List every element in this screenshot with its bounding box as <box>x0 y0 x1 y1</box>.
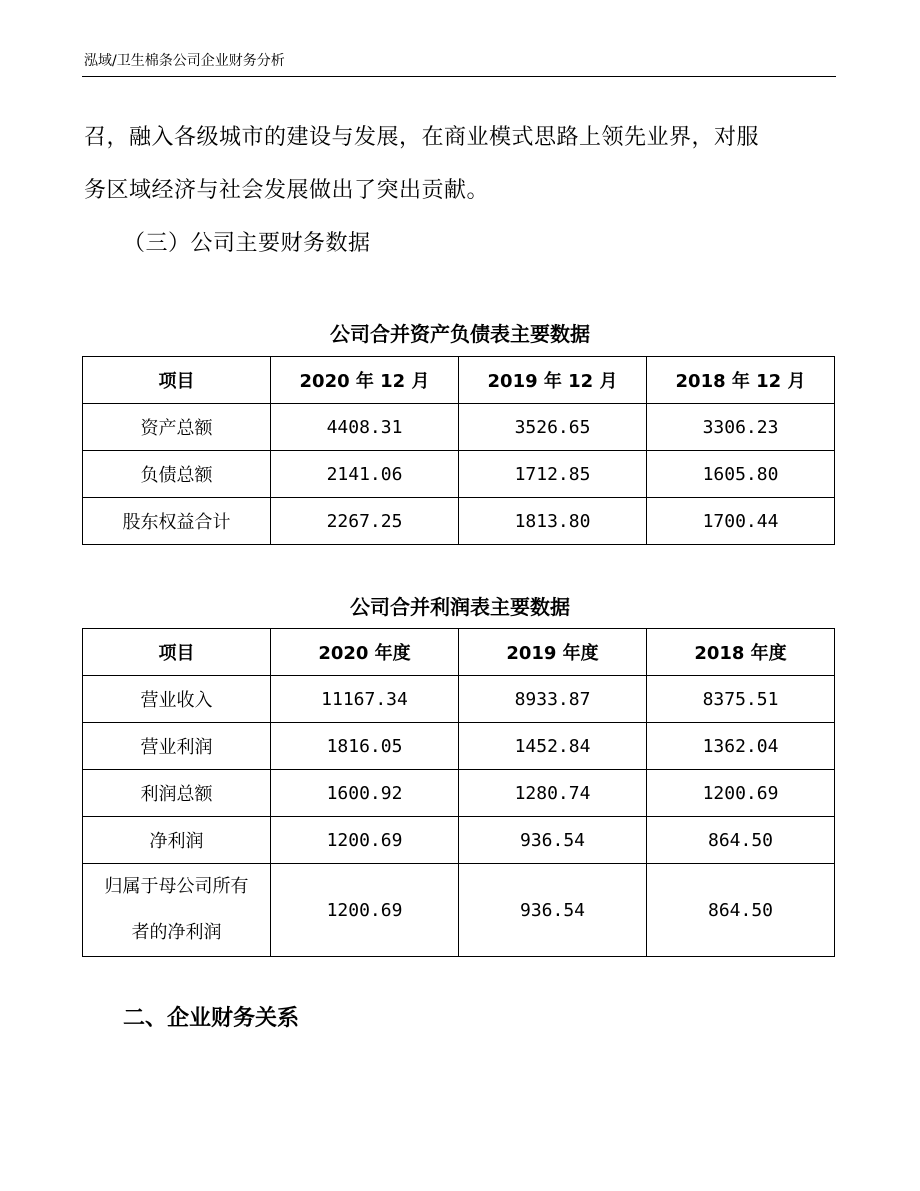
table-cell: 4408.31 <box>271 404 459 451</box>
row-label <box>83 864 271 957</box>
table-cell: 936.54 <box>459 817 647 864</box>
row-label: 负债总额 <box>83 451 271 498</box>
row-label: 营业收入 <box>83 676 271 723</box>
header-cell: 2019 年度 <box>459 629 647 676</box>
table-cell: 11167.34 <box>271 676 459 723</box>
row-label: 营业利润 <box>83 723 271 770</box>
table-cell: 1813.80 <box>459 498 647 545</box>
table-row <box>83 451 835 498</box>
table-header-row <box>83 357 835 404</box>
balance-sheet-title: 公司合并资产负债表主要数据 <box>330 322 590 346</box>
header-cell: 项目 <box>83 629 271 676</box>
table-cell: 1712.85 <box>459 451 647 498</box>
section-heading: 二、企业财务关系 <box>123 1005 300 1031</box>
table-cell: 1280.74 <box>459 770 647 817</box>
table-cell: 3306.23 <box>647 404 835 451</box>
table-cell: 1200.69 <box>647 770 835 817</box>
table-cell: 864.50 <box>647 817 835 864</box>
table-cell: 864.50 <box>647 864 835 957</box>
header-cell: 2019 年 12 月 <box>459 357 647 404</box>
table-cell: 1600.92 <box>271 770 459 817</box>
row-label-line-2: 者的净利润 <box>131 922 222 943</box>
table-row <box>83 676 835 723</box>
header-cell: 2020 年度 <box>271 629 459 676</box>
table-row <box>83 498 835 545</box>
table-cell: 936.54 <box>459 864 647 957</box>
table-cell: 2267.25 <box>271 498 459 545</box>
header-rule <box>82 76 836 77</box>
row-label: 净利润 <box>83 817 271 864</box>
header-cell: 2020 年 12 月 <box>271 357 459 404</box>
row-label: 资产总额 <box>83 404 271 451</box>
table-cell: 1700.44 <box>647 498 835 545</box>
table-cell: 8375.51 <box>647 676 835 723</box>
table-cell: 1200.69 <box>271 817 459 864</box>
table-cell: 8933.87 <box>459 676 647 723</box>
body-paragraph-line-1: 召，融入各级城市的建设与发展，在商业模式思路上领先业界，对服 <box>84 125 760 150</box>
running-header: 泓域/卫生棉条公司企业财务分析 <box>84 53 285 69</box>
table-cell: 1605.80 <box>647 451 835 498</box>
table-cell: 1816.05 <box>271 723 459 770</box>
header-cell: 2018 年 12 月 <box>647 357 835 404</box>
balance-sheet-table <box>82 356 835 545</box>
table-row <box>83 723 835 770</box>
table-row <box>83 770 835 817</box>
income-statement-title: 公司合并利润表主要数据 <box>350 595 570 619</box>
table-row <box>83 864 835 957</box>
table-cell: 1362.04 <box>647 723 835 770</box>
row-label: 利润总额 <box>83 770 271 817</box>
body-paragraph-line-2: 务区域经济与社会发展做出了突出贡献。 <box>84 178 490 203</box>
income-statement-table <box>82 628 835 957</box>
table-cell: 1452.84 <box>459 723 647 770</box>
header-cell: 项目 <box>83 357 271 404</box>
row-label-line-1: 归属于母公司所有 <box>104 876 249 897</box>
table-cell: 2141.06 <box>271 451 459 498</box>
table-cell: 1200.69 <box>271 864 459 957</box>
table-cell: 3526.65 <box>459 404 647 451</box>
row-label: 股东权益合计 <box>83 498 271 545</box>
subsection-heading: （三）公司主要财务数据 <box>123 231 371 256</box>
header-cell: 2018 年度 <box>647 629 835 676</box>
table-row <box>83 404 835 451</box>
table-header-row <box>83 629 835 676</box>
table-row <box>83 817 835 864</box>
